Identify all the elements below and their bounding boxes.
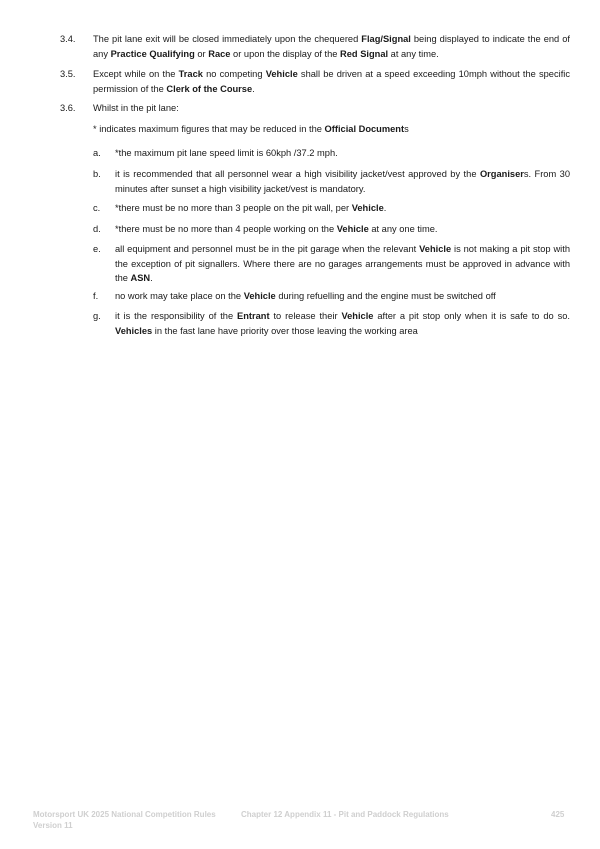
text-run: to release their (269, 311, 342, 321)
text-run: during refuelling and the engine must be switched off (275, 291, 496, 301)
subitem-letter: b. (93, 169, 101, 179)
defined-term: Vehicles (115, 325, 153, 336)
subitem-letter: a. (93, 148, 101, 158)
subitem-a (93, 146, 570, 161)
defined-term: Vehicle (265, 69, 298, 79)
rule-number: 3.4. (60, 34, 76, 44)
text-run: s. From 30 minutes after sunset a high visibility jacket/vest is mandatory. (115, 169, 570, 194)
text-run: or (194, 48, 209, 59)
subitem-f (93, 289, 570, 304)
subitem-text (115, 242, 570, 286)
defined-term: Vehicle (336, 224, 369, 234)
defined-term: Red Signal (340, 48, 389, 59)
defined-term: Vehicle (243, 291, 276, 301)
text-run: in the fast lane have priority over those leaving the working area (152, 325, 418, 336)
defined-term: ASN (130, 273, 151, 284)
defined-term: Vehicle (341, 311, 374, 321)
text-run: *the maximum pit lane speed limit is 60kph /37.2 mph. (115, 148, 338, 158)
text-run: no competing (202, 69, 266, 79)
maximum-figures-note (93, 122, 570, 137)
defined-term: Organiser (479, 169, 524, 179)
footer-publication: Motorsport UK 2025 National Competition Rules (33, 810, 216, 819)
text-run: or upon the display of the (230, 48, 341, 59)
text-run: after a pit stop only when it is safe to do so. (373, 311, 570, 321)
subitem-letter: g. (93, 311, 101, 321)
subitem-text (115, 222, 570, 237)
footer-left (33, 809, 216, 831)
rule-number: 3.5. (60, 69, 76, 79)
text-run: it is the responsibility of the (115, 311, 238, 321)
text-run: is not making a pit stop with the exception of pit signallers. Where there are no garages arrangements must be approved in advance with the (115, 244, 570, 284)
text-run: at any time. (388, 48, 439, 59)
text-run: . (150, 273, 153, 284)
text-run: at any one time. (368, 224, 438, 234)
rule-3-4 (60, 32, 570, 61)
subitem-text (115, 201, 570, 216)
defined-term: Official Document (324, 124, 405, 134)
subitem-b (93, 167, 570, 196)
subitem-d (93, 222, 570, 237)
rule-text (93, 101, 570, 116)
text-run: it is recommended that all personnel wear a high visibility jacket/vest approved by the (115, 169, 480, 179)
rule-number: 3.6. (60, 103, 76, 113)
footer-page-number: 425 (551, 810, 565, 819)
text-run: s (404, 124, 409, 134)
text-run: *there must be no more than 4 people working on the (115, 224, 337, 234)
defined-term: Flag/Signal (361, 34, 411, 44)
text-run: shall be driven at a speed exceeding 10mph without the specific permission of the (93, 69, 570, 94)
defined-term: Vehicle (351, 203, 384, 213)
text-run: *there must be no more than 3 people on the pit wall, per (115, 203, 352, 213)
text-run: Whilst in the pit lane: (93, 103, 179, 113)
defined-term: Vehicle (419, 244, 452, 254)
text-run: The pit lane exit will be closed immediately upon the chequered (93, 34, 362, 44)
subitem-text (115, 167, 570, 196)
subitem-letter: d. (93, 224, 101, 234)
subitem-e (93, 242, 570, 286)
footer-chapter: Chapter 12 Appendix 11 - Pit and Paddock Regulations (241, 810, 449, 819)
subitem-text (115, 309, 570, 338)
defined-term: Entrant (237, 311, 270, 321)
text-run: Except while on the (93, 69, 179, 79)
subitem-c (93, 201, 570, 216)
subitem-letter: f. (93, 291, 99, 301)
footer-version: Version 11 (33, 821, 73, 830)
subitem-text (115, 289, 570, 304)
text-run: all equipment and personnel must be in the pit garage when the relevant (115, 244, 420, 254)
rule-text (93, 32, 570, 61)
rule-3-6 (60, 101, 570, 116)
subitem-text (115, 146, 570, 161)
defined-term: Track (178, 69, 203, 79)
text-run: * indicates maximum figures that may be reduced in the (93, 124, 325, 134)
subitem-g (93, 309, 570, 338)
subitem-letter: e. (93, 244, 101, 254)
text-run: being displayed to indicate the end of any (93, 34, 570, 59)
rule-3-5 (60, 67, 570, 96)
text-run: no work may take place on the (115, 291, 244, 301)
defined-term: Clerk of the Course (166, 83, 253, 94)
text-run: . (383, 203, 387, 213)
defined-term: Practice Qualifying (110, 48, 195, 59)
subitem-letter: c. (93, 203, 101, 213)
rule-text (93, 67, 570, 96)
defined-term: Race (208, 48, 231, 59)
text-run: . (252, 83, 255, 94)
